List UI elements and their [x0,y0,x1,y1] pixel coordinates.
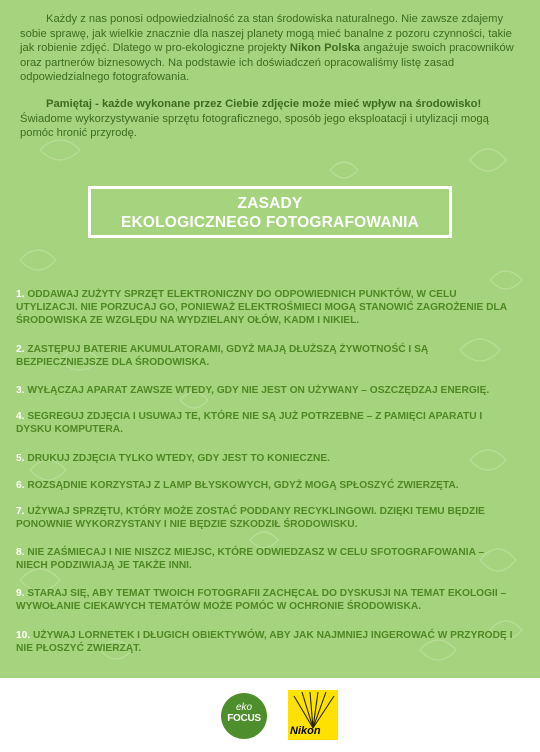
rule-text: ZASTĘPUJ BATERIE AKUMULATORAMI, GDYŻ MAJĄ DŁUŻSZĄ ŻYWOTNOŚĆ I SĄ BEZPIECZNIEJSZE DLA ŚRODOWISKA. [16,344,429,369]
rule-number: 5. [16,453,25,464]
rule-text: ROZSĄDNIE KORZYSTAJ Z LAMP BŁYSKOWYCH, GDYŻ MOGĄ SPŁOSZYĆ ZWIERZĘTA. [27,480,459,491]
ekofocus-logo-line-1: eko [235,702,253,713]
rule-text: WYŁĄCZAJ APARAT ZAWSZE WTEDY, GDY NIE JEST ON UŻYWANY – OSZCZĘDZAJ ENERGIĘ. [27,385,490,396]
rule-item [16,452,516,465]
footer [0,678,540,752]
rule-number: 2. [16,344,25,355]
rule-text: ODDAWAJ ZUŻYTY SPRZĘT ELEKTRONICZNY DO ODPOWIEDNICH PUNKTÓW, W CELU UTYLIZACJI. NIE PORZUCAJ GO, PONIEWAŻ ELEKTROŚMIECI MOGĄ STANOWIĆ ZAGROŻENIE DLA ŚRODOWISKA ZE WZGLĘDU NA WYDZIELANY OŁÓW, KADM I NIKIEL. [16,289,507,327]
rule-number: 10. [16,630,31,641]
intro-p2-text: Świadome wykorzystywanie sprzętu fotograficznego, sposób jego eksploatacji i utylizacji mogą pomóc hronić przyrodę. [20,112,489,140]
rule-number: 3. [16,385,25,396]
rule-number: 1. [16,289,25,300]
ekofocus-logo [221,693,267,739]
intro-p1-text: Każdy z nas ponosi odpowiedzialność za stan środowiska naturalnego. Nie zawsze zdajemy sobie sprawę, jak wielkie znacznie dla naszej planety mogą mieć banalne z pozoru czynności, takie jak robienie zdjęć. Dlatego w pro-ekologiczne projekty [20,13,512,55]
rule-number: 8. [16,547,25,558]
nikon-logo [288,690,338,740]
rule-item [16,384,516,397]
intro-p1-brand: Nikon Polska [289,42,361,55]
rule-text: STARAJ SIĘ, ABY TEMAT TWOICH FOTOGRAFII ZACHĘCAŁ DO DYSKUSJI NA TEMAT EKOLOGII – WYWOŁANIE CIEKAWYCH TEMATÓW MOŻE POMÓC W OCHRONIE ŚRODOWISKA. [16,588,507,613]
rule-item [16,546,516,572]
rule-text: UŻYWAJ LORNETEK I DŁUGICH OBIEKTYWÓW, ABY JAK NAJMNIEJ INGEROWAĆ W PRZYRODĘ I NIE PŁOSZYĆ ZWIERZĄT. [16,630,513,655]
nikon-logo-text: Nikon [290,725,321,737]
rule-text: SEGREGUJ ZDJĘCIA I USUWAJ TE, KTÓRE NIE SĄ JUŻ POTRZEBNE – Z PAMIĘCI APARATU I DYSKU KOMPUTERA. [16,411,483,436]
rule-text: UŻYWAJ SPRZĘTU, KTÓRY MOŻE ZOSTAĆ PODDANY RECYKLINGOWI. DZIĘKI TEMU BĘDZIE PONOWNIE WYKORZYSTANY I NIE BĘDZIE SZKODZIŁ ŚRODOWISKU. [16,506,485,531]
rule-number: 6. [16,480,25,491]
rule-text: DRUKUJ ZDJĘCIA TYLKO WTEDY, GDY JEST TO KONIECZNE. [27,453,330,464]
title-box [88,186,452,238]
rule-item [16,479,516,492]
rule-item [16,410,516,436]
intro-paragraph-1 [20,12,520,85]
intro-text [20,12,520,141]
rule-item [16,505,516,531]
rule-item [16,629,516,655]
ekofocus-logo-line-2: FOCUS [227,713,261,724]
intro-p1-text-end: angażuje swoich pracowników oraz partnerów biznesowych. Na podstawie ich doświadczeń opracowaliśmy listę zasad odpowiedzialnego fotografowania. [20,42,514,84]
rule-item [16,587,516,613]
rule-number: 7. [16,506,25,517]
title-line-1: ZASADY [237,195,303,212]
rule-item [16,343,516,369]
rule-text: NIE ZAŚMIECAJ I NIE NISZCZ MIEJSC, KTÓRE ODWIEDZASZ W CELU SFOTOGRAFOWANIA – NIECH PODZIWIAJĄ JE TAKŻE INNI. [16,547,485,572]
rule-number: 9. [16,588,25,599]
intro-paragraph-2 [20,97,520,141]
title-line-2: EKOLOGICZNEGO FOTOGRAFOWANIA [120,214,420,231]
rule-number: 4. [16,411,25,422]
rule-item [16,288,516,328]
intro-p2-highlight: Pamiętaj - każde wykonane przez Ciebie zdjęcie może mieć wpływ na środowisko! [46,97,482,110]
